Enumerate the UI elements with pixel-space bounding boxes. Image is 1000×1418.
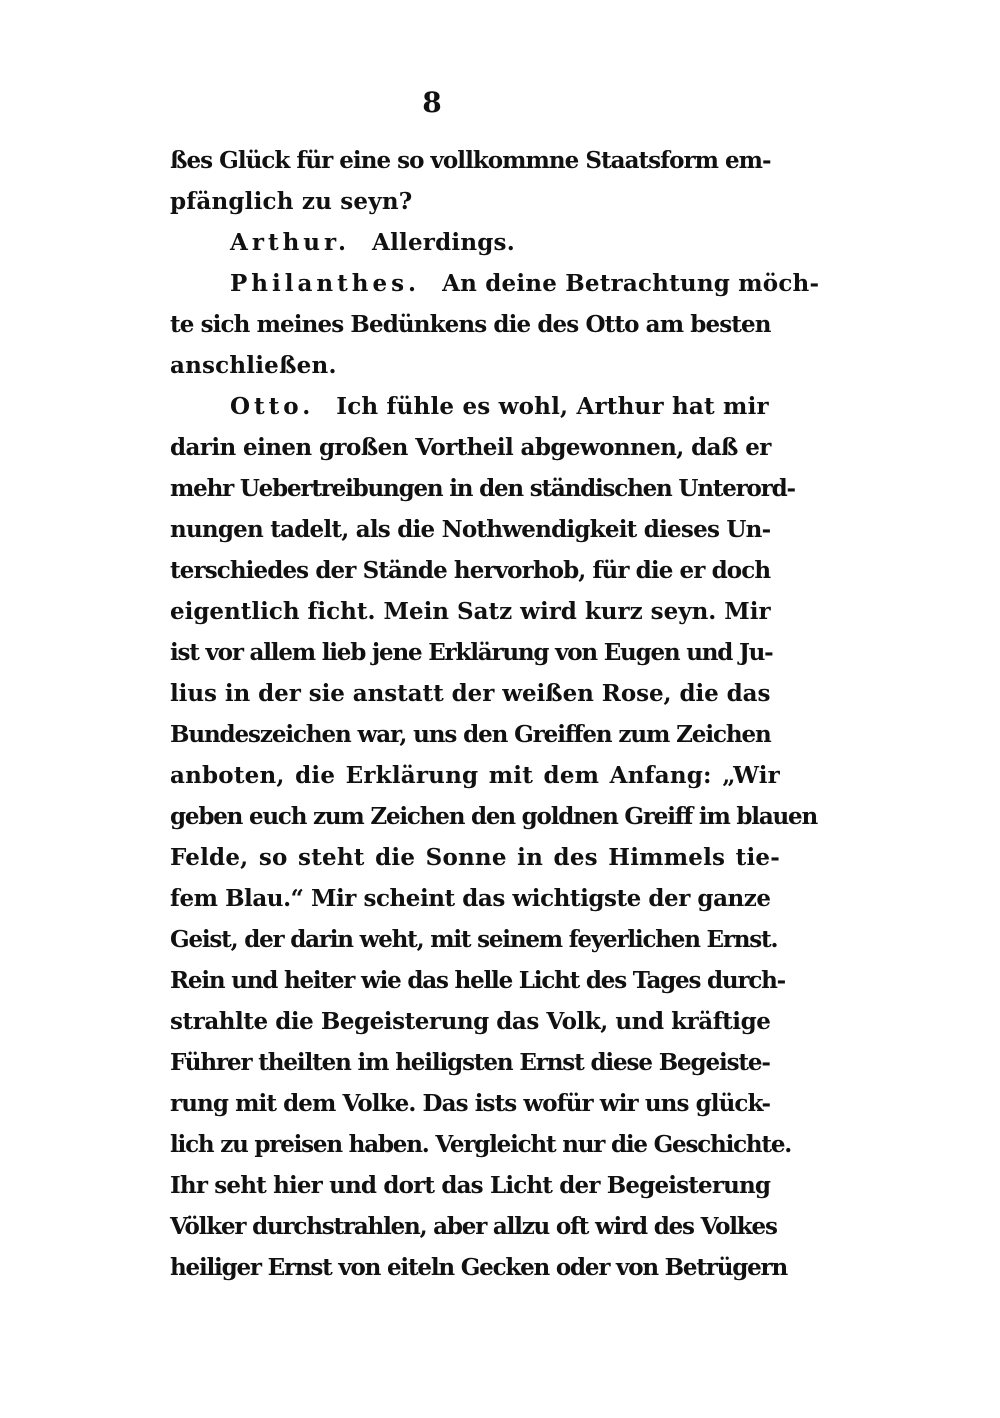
text-line: te sich meines Bedünkens die des Otto am besten bbox=[170, 311, 771, 338]
dialogue-line bbox=[170, 222, 780, 263]
text-line: lius in der sie anstatt der weißen Rose, die das bbox=[170, 680, 771, 707]
speaker-name: Philanthes. bbox=[230, 270, 421, 297]
text-line: mehr Uebertreibungen in den ständischen Unterord- bbox=[170, 475, 795, 502]
text-line: Völker durchstrahlen, aber allzu oft wird des Volkes bbox=[170, 1213, 777, 1240]
text-line: strahlte die Begeisterung das Volk, und kräftige bbox=[170, 1008, 771, 1035]
text-line: eigentlich ficht. Mein Satz wird kurz seyn. Mir bbox=[170, 598, 771, 625]
body-text bbox=[170, 140, 820, 1288]
text-line: heiliger Ernst von eiteln Gecken oder von Betrügern bbox=[170, 1254, 787, 1281]
text-line: fem Blau.“ Mir scheint das wichtigste der ganze bbox=[170, 885, 771, 912]
text-line: lich zu preisen haben. Vergleicht nur die Geschichte. bbox=[170, 1131, 792, 1158]
text-line: Führer theilten im heiligsten Ernst diese Begeiste- bbox=[170, 1049, 770, 1076]
text-line: rung mit dem Volke. Das ists wofür wir uns glück- bbox=[170, 1090, 771, 1117]
text-line: Rein und heiter wie das helle Licht des Tages durch- bbox=[170, 967, 786, 994]
text-line: geben euch zum Zeichen den goldnen Greiff im blauen bbox=[170, 803, 818, 830]
text-line: ist vor allem lieb jene Erklärung von Eugen und Ju- bbox=[170, 639, 773, 666]
text-line: anboten, die Erklärung mit dem Anfang: „Wir bbox=[170, 762, 780, 789]
speech-text: An deine Betrachtung möch- bbox=[442, 270, 820, 297]
text-line: Ihr seht hier und dort das Licht der Begeisterung bbox=[170, 1172, 771, 1199]
text-line: darin einen großen Vortheil abgewonnen, daß er bbox=[170, 434, 771, 461]
text-line: Bundeszeichen war, uns den Greiffen zum Zeichen bbox=[170, 721, 771, 748]
dialogue-line bbox=[170, 386, 780, 427]
text-line: anschließen. bbox=[170, 352, 337, 379]
speech-text: Allerdings. bbox=[372, 229, 515, 256]
text-line: Geist, der darin weht, mit seinem feyerlichen Ernst. bbox=[170, 926, 778, 953]
speaker-name: Arthur. bbox=[230, 229, 351, 256]
text-line: ßes Glück für eine so vollkommne Staatsform em- bbox=[170, 147, 771, 174]
text-line: terschiedes der Stände hervorhob, für die er doch bbox=[170, 557, 771, 584]
text-line: Felde, so steht die Sonne in des Himmels tie- bbox=[170, 844, 780, 871]
text-line: nungen tadelt, als die Nothwendigkeit dieses Un- bbox=[170, 516, 771, 543]
dialogue-line bbox=[170, 263, 820, 304]
text-line: pfänglich zu seyn? bbox=[170, 188, 413, 215]
speaker-name: Otto. bbox=[230, 393, 315, 420]
page-number: 8 bbox=[422, 86, 442, 119]
speech-text: Ich fühle es wohl, Arthur hat mir bbox=[336, 393, 769, 420]
